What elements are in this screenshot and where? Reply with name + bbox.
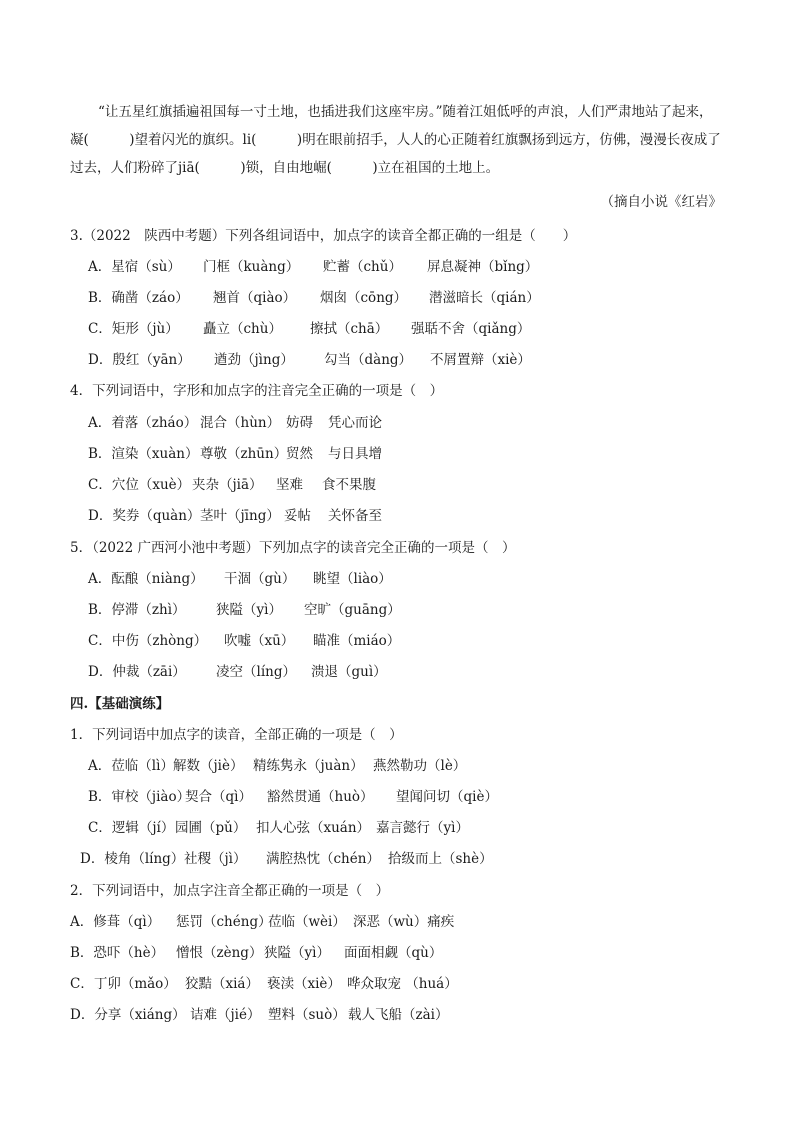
question-3-option-c: C．矩形（jù） 矗立（chù） 擦拭（chā） 强聒不舍（qiǎng） — [88, 321, 531, 337]
question-5-option-a: A．酝酿（niàng） 干涸（gù） 眺望（liào） — [88, 571, 392, 587]
question-4-option-a: A．着落（zháo） 混合（hùn） 妨碍 凭心而论 — [88, 415, 382, 431]
drill-2-option-b: B．恐吓（hè） 憎恨（zèng） 狭隘（yì） 面面相觑（qù） — [70, 945, 443, 961]
question-3-stem: 3.（2022 陕西中考题）下列各组词语中，加点字的读音全都正确的一组是（ ） — [70, 228, 577, 244]
passage-source: （摘自小说《红岩》 — [600, 194, 722, 210]
drill-2-option-c: C．丁卯（mǎo） 狡黠（xiá） 亵渎（xiè） 哗众取宠 （huá） — [70, 976, 458, 992]
drill-2-option-a: A．修葺（qì） 惩罚（chéng）莅临（wèi） 深恶（wù）痛疾 — [70, 914, 455, 930]
drill-1-option-d: D．棱角（líng）社稷（jì） 满腔热忱（chén） 拾级而上（shè） — [80, 851, 493, 867]
question-3-option-d: D．殷红（yān） 遒劲（jìng） 勾当（dàng） 不屑置辩（xiè） — [88, 352, 531, 368]
passage-paragraph — [70, 98, 722, 182]
question-4-option-b: B．渲染（xuàn） 尊敬（zhūn）贸然 与日具增 — [88, 446, 382, 462]
question-3-option-b: B．确凿（záo） 翘首（qiào） 烟囱（cōng） 潜滋暗长（qián） — [88, 290, 540, 306]
question-3-option-a: A．星宿（sù） 门框（kuàng） 贮蓄（chǔ） 屏息凝神（bǐng） — [88, 259, 539, 275]
drill-1-option-b: B．审校（jiào）契合（qì） 豁然贯通（huò） 望闻问切（qiè） — [88, 789, 498, 805]
question-4-option-d: D．奖券（quàn）茎叶（jīng） 妥帖 关怀备至 — [88, 508, 382, 524]
question-5-option-b: B．停滞（zhì） 狭隘（yì） 空旷（guāng） — [88, 602, 401, 618]
drill-2-option-d: D．分享（xiáng） 诘难（jié） 塑料（suò） 载人飞船（zài） — [70, 1007, 449, 1023]
question-4-option-c: C．穴位（xuè） 夹杂（jiā） 坚难 食不果腹 — [88, 477, 376, 493]
question-4-stem: 4．下列词语中，字形和加点字的注音完全正确的一项是（ ） — [70, 383, 444, 399]
drill-1-option-a: A．莅临（lì）解数（jiè） 精练隽永（juàn） 燕然勒功（lè） — [88, 758, 467, 774]
question-5-option-d: D．仲裁（zāi） 凌空（líng） 溃退（guì） — [88, 664, 387, 680]
drill-2-stem: 2．下列词语中，加点字注音全都正确的一项是（ ） — [70, 883, 390, 899]
drill-1-stem: 1．下列词语中加点字的读音，全部正确的一项是（ ） — [70, 727, 403, 743]
question-5-stem: 5．（2022 广西河小池中考题）下列加点字的读音完全正确的一项是（ ） — [70, 540, 516, 556]
question-5-option-c: C．中伤（zhòng） 吹嘘（xū） 瞄准（miáo） — [88, 633, 401, 649]
passage-text: “让五星红旗插遍祖国每一寸土地，也插进我们这座牢房。”随着江姐低呼的声浪，人们严肃地站了起来，凝( )望着闪光的旗织。li( )明在眼前招手，人人的心正随着红旗飘扬到远方，仿佛，漫漫长夜成了过去，人们粉碎了jiā( )锁，自由地崛( )立在祖国的土地上。 — [70, 104, 721, 176]
drill-1-option-c: C．逻辑（jí）园圃（pǔ） 扣人心弦（xuán） 嘉言懿行（yì） — [88, 820, 469, 836]
section-heading: 四.【基础演练】 — [70, 696, 170, 712]
